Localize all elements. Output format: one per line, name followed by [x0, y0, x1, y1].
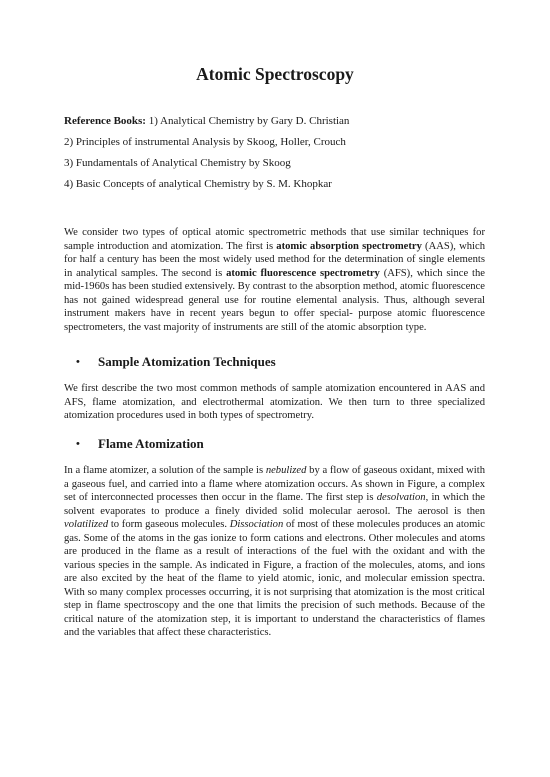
reference-item: 2) Principles of instrumental Analysis by Skoog, Holler, Crouch	[64, 136, 346, 148]
reference-label: Reference Books:	[64, 115, 146, 127]
section-heading-sample-atomization: • Sample Atomization Techniques	[76, 354, 276, 369]
term-dissociation: Dissociation	[229, 519, 284, 530]
sample-atomization-paragraph: We first describe the two most common methods of sample atomization encountered in AAS and AFS, flame atomization, and electrothermal atomization. We then turn to three specialized atomization procedures used in both types of spectrometry.	[64, 383, 485, 421]
term-nebulized: nebulized	[265, 465, 307, 476]
bullet-icon: •	[76, 356, 80, 368]
term-afs: atomic fluorescence spectrometry	[226, 267, 380, 279]
term-desolvation: desolvation	[376, 492, 426, 503]
reference-text: 1) Analytical Chemistry by Gary D. Christian	[145, 115, 350, 127]
section-heading-flame-atomization: • Flame Atomization	[76, 436, 204, 451]
flame-atomization-paragraph: In a flame atomizer, a solution of the sample is nebulized by a flow of gaseous oxidant, mixed with a gaseous fuel, and carried into a flame where atomization occurs. As shown in Figure, a complex set of interconnected processes then occur in the flame. The first step is desolvation, in which the solvent evaporates to produce a finely divided solid molecular aerosol. The aerosol is then volatilized to form gaseous molecules. Dissociation of most of these molecules produces an atomic gas. Some of the atoms in the gas ionize to form cations and electrons. Other molecules and atoms are produced in the flame as a result of interactions of the fuel with the oxidant and with the various species in the sample. As indicated in Figure, a fraction of the molecules, atoms, and ions are also excited by the heat of the flame to yield atomic, ionic, and molecular emission spectra. With so many complex processes occurring, it is not surprising that atomization is the most critical step in flame spectroscopy and the one that limits the precision of such methods. Because of the critical nature of the atomization step, it is important to understand the characteristics of flames and the variables that affect these characteristics.	[64, 465, 485, 638]
page-title: Atomic Spectroscopy	[196, 64, 354, 84]
term-aas: atomic absorption spectrometry	[276, 240, 422, 252]
reference-item: 4) Basic Concepts of analytical Chemistry by S. M. Khopkar	[64, 178, 332, 190]
reference-item	[64, 115, 349, 136]
bullet-icon: •	[76, 438, 80, 450]
intro-paragraph: We consider two types of optical atomic spectrometric methods that use similar techniques for sample introduction and atomization. The first is atomic absorption spectrometry (AAS), which for half a century has been the most widely used method for the determination of single elements in analytical samples. The second is atomic fluorescence spectrometry (AFS), which since the mid-1960s has been studied extensively. By contrast to the absorption method, atomic fluorescence has not gained widespread general use for routine elemental analysis. Thus, although several instrument makers have in recent years begun to offer special- purpose atomic fluorescence spectrometers, the vast majority of instruments are still of the atomic absorption type.	[64, 227, 485, 333]
reference-list	[64, 115, 349, 199]
reference-item: 3) Fundamentals of Analytical Chemistry by Skoog	[64, 157, 291, 169]
term-volatilized: volatilized	[64, 519, 109, 530]
